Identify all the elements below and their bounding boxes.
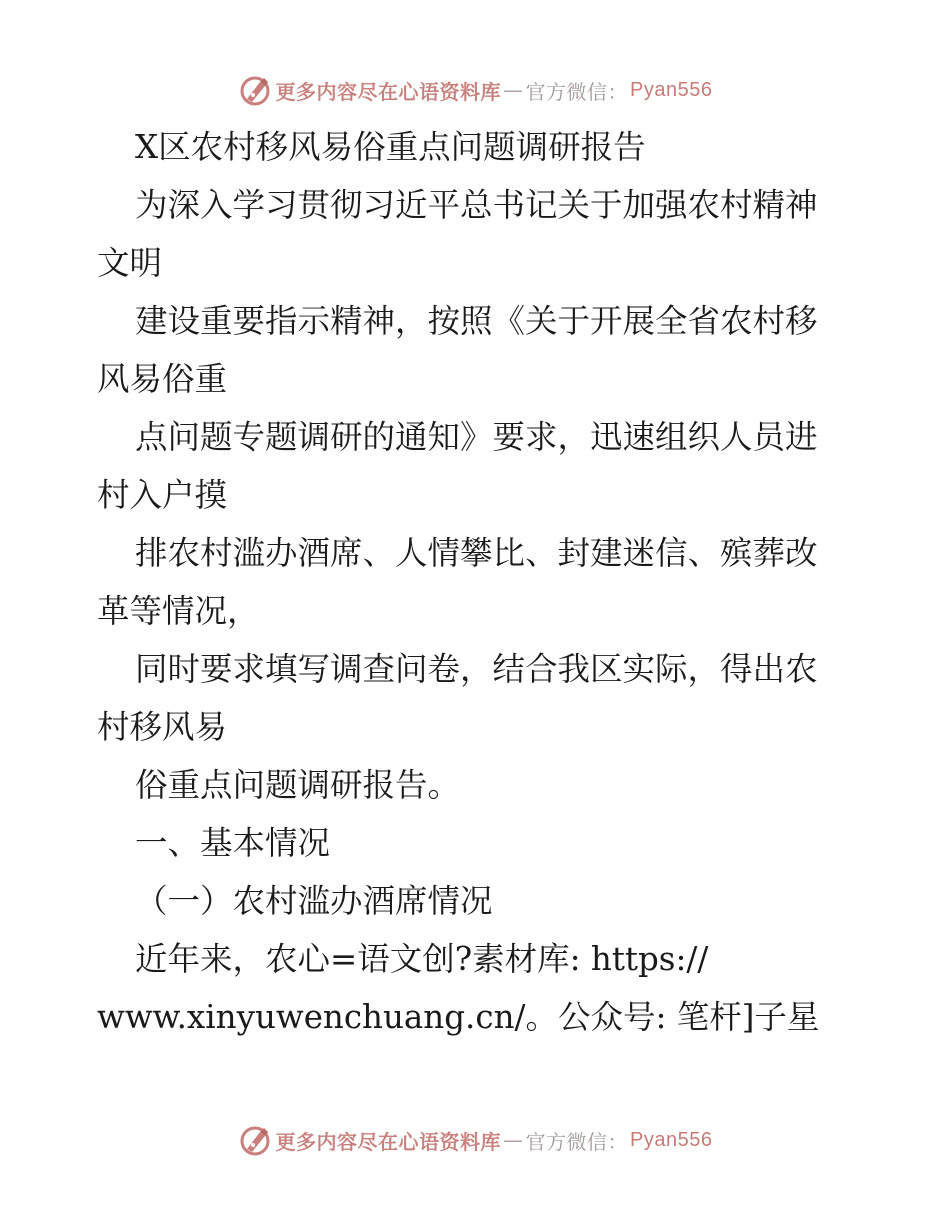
body-line: 同时要求填写调查问卷，结合我区实际，得出农 [135,650,818,688]
banner-dash: — [503,78,524,102]
body-line: 村移风易 [97,708,228,746]
body-line: 排农村滥办酒席、人情攀比、封建迷信、殡葬改 [135,534,818,572]
banner-wechat-id: Pyan556 [630,78,713,101]
body-line: 为深入学习贯彻习近平总书记关于加强农村精神 [135,186,818,224]
body-line: 风易俗重 [97,360,228,398]
body-line: www.xinyuwenchuang.cn/。公众号: 笔杆]子星 [97,998,820,1036]
document-title: X区农村移风易俗重点问题调研报告 [135,128,646,166]
pen-logo-icon [238,1123,272,1157]
banner-site-text: 更多内容尽在心语资料库 [275,1129,502,1154]
body-line: 建设重要指示精神，按照《关于开展全省农村移 [135,302,818,340]
banner-site-text: 更多内容尽在心语资料库 [275,79,502,104]
footer-watermark-banner [0,1122,950,1158]
section-heading: 一、基本情况 [135,824,331,862]
banner-official-label: 官方微信： [525,1129,629,1154]
document-body [97,118,857,1046]
pen-logo-icon [238,73,272,107]
body-line: 文明 [97,244,163,282]
banner-dash: — [503,1128,524,1152]
body-line: 革等情况， [97,592,260,630]
body-line: 村入户摸 [97,476,228,514]
body-line: 俗重点问题调研报告。 [135,766,461,804]
banner-wechat-id: Pyan556 [630,1128,713,1151]
banner-official-label: 官方微信： [525,79,629,104]
body-line: 点问题专题调研的通知》要求，迅速组织人员进 [135,418,818,456]
header-watermark-banner [0,72,950,108]
subsection-heading: （一）农村滥办酒席情况 [135,882,493,920]
body-line: 近年来，农心=语文创?素材库: https:// [135,940,709,978]
